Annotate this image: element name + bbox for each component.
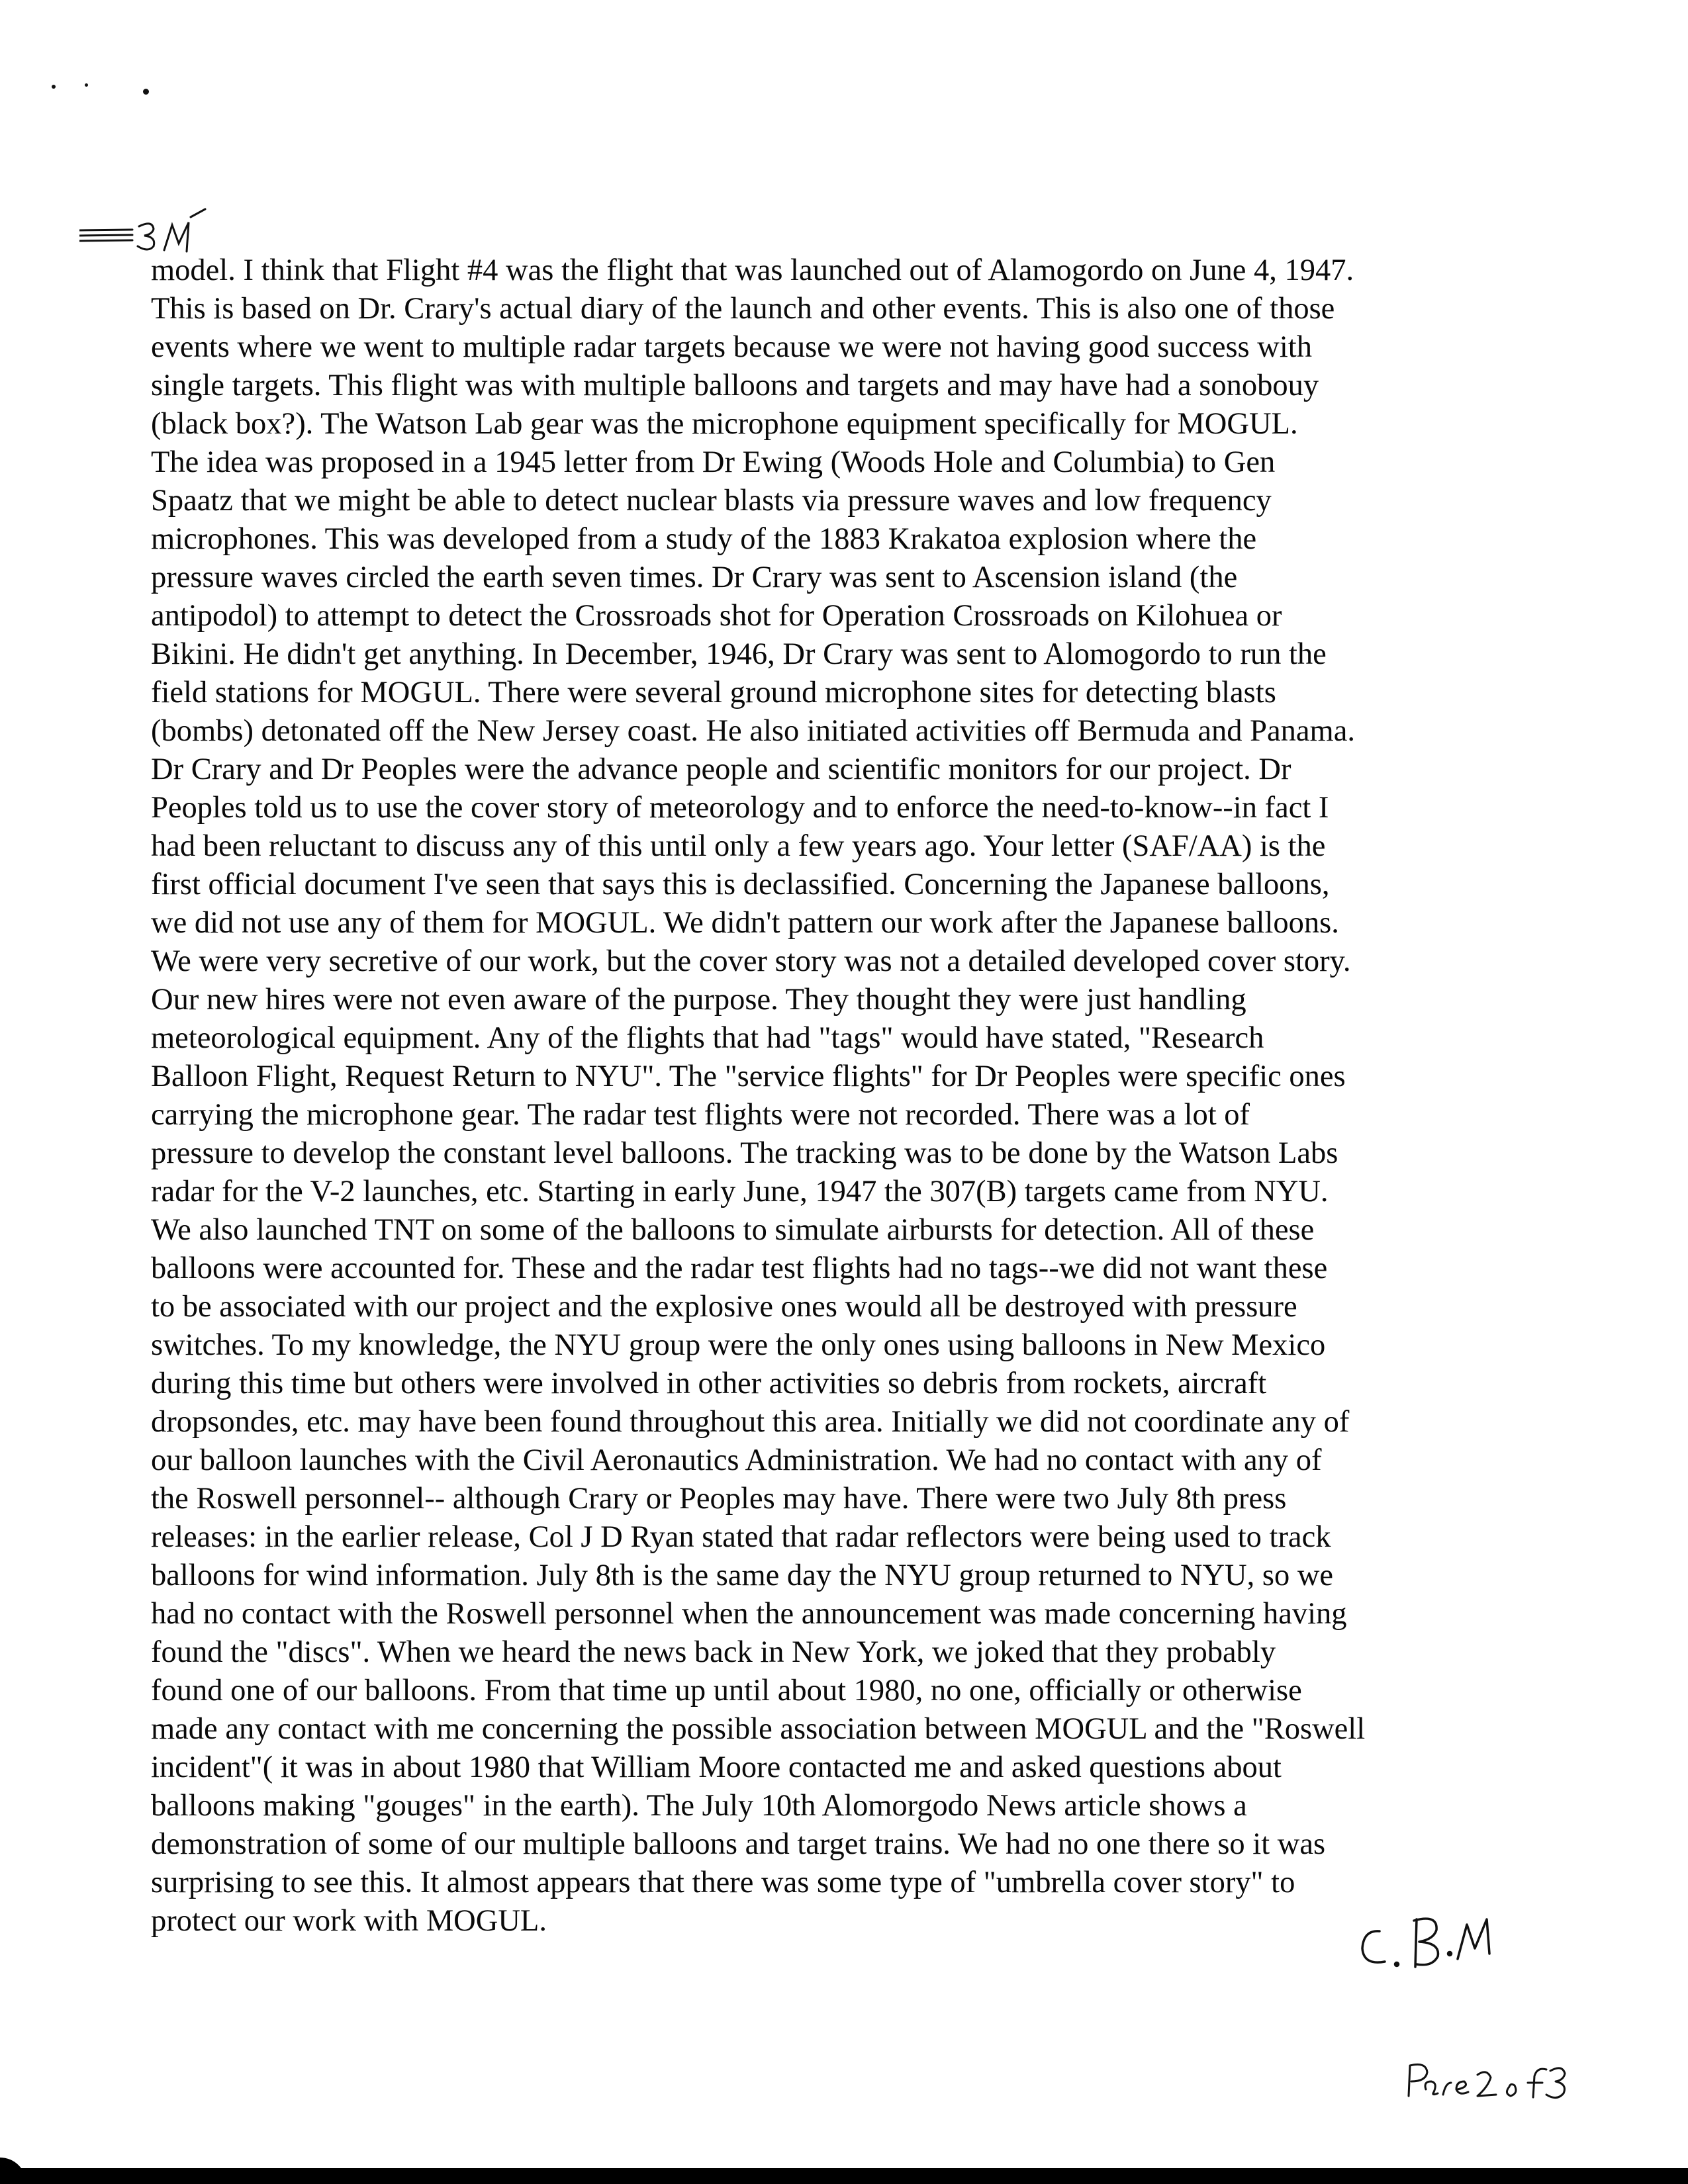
handwritten-signature [1350, 1893, 1523, 1972]
body-line: switches. To my knowledge, the NYU group were the only ones using balloons in New Mexico [151, 1328, 1326, 1362]
scan-speck [85, 83, 88, 87]
body-line: single targets. This flight was with multiple balloons and targets and may have had a sonobouy [151, 369, 1319, 402]
body-line: during this time but others were involved in other activities so debris from rockets, aircraft [151, 1367, 1267, 1400]
body-line: pressure to develop the constant level balloons. The tracking was to be done by the Watson Labs [151, 1136, 1338, 1170]
body-line: antipodol) to attempt to detect the Crossroads shot for Operation Crossroads on Kilohuea or [151, 599, 1282, 633]
body-line: to be associated with our project and the explosive ones would all be destroyed with pressure [151, 1290, 1297, 1324]
letter-body [151, 251, 1488, 1940]
handwritten-page-number [1403, 2055, 1575, 2108]
body-line: Spaatz that we might be able to detect nuclear blasts via pressure waves and low frequency [151, 484, 1272, 518]
body-line: balloons making "gouges" in the earth). The July 10th Alomorgodo News article shows a [151, 1789, 1247, 1823]
body-line: carrying the microphone gear. The radar test flights were not recorded. There was a lot of [151, 1098, 1250, 1132]
body-line: Our new hires were not even aware of the purpose. They thought they were just handling [151, 983, 1246, 1017]
body-line: radar for the V-2 launches, etc. Starting in early June, 1947 the 307(B) targets came from NYU. [151, 1175, 1329, 1208]
body-line: balloons for wind information. July 8th is the same day the NYU group returned to NYU, so we [151, 1559, 1334, 1592]
body-line: surprising to see this. It almost appears that there was some type of "umbrella cover story" to [151, 1866, 1295, 1899]
body-line: had been reluctant to discuss any of this until only a few years ago. Your letter (SAF/AA) is the [151, 829, 1326, 863]
body-line: our balloon launches with the Civil Aeronautics Administration. We had no contact with any of [151, 1443, 1322, 1477]
body-line: pressure waves circled the earth seven times. Dr Crary was sent to Ascension island (the [151, 561, 1238, 594]
scan-edge [0, 2168, 1688, 2184]
body-line: had no contact with the Roswell personnel when the announcement was made concerning having [151, 1597, 1347, 1631]
body-line: demonstration of some of our multiple balloons and target trains. We had no one there so it was [151, 1827, 1326, 1861]
scan-speck [52, 85, 56, 89]
body-line: events where we went to multiple radar targets because we were not having good success with [151, 330, 1312, 364]
body-line: Balloon Flight, Request Return to NYU". The "service flights" for Dr Peoples were specific ones [151, 1060, 1346, 1093]
body-line: The idea was proposed in a 1945 letter from Dr Ewing (Woods Hole and Columbia) to Gen [151, 445, 1276, 479]
body-line: microphones. This was developed from a study of the 1883 Krakatoa explosion where the [151, 522, 1257, 556]
scan-edge-corner [0, 2158, 26, 2184]
body-line: field stations for MOGUL. There were several ground microphone sites for detecting blasts [151, 676, 1276, 709]
body-line: This is based on Dr. Crary's actual diary of the launch and other events. This is also one of those [151, 292, 1335, 326]
body-line: made any contact with me concerning the possible association between MOGUL and the "Roswell [151, 1712, 1366, 1746]
body-line: protect our work with MOGUL. [151, 1904, 547, 1938]
body-line: (black box?). The Watson Lab gear was the microphone equipment specifically for MOGUL. [151, 407, 1298, 441]
body-line: we did not use any of them for MOGUL. We didn't pattern our work after the Japanese balloons. [151, 906, 1339, 940]
body-line: releases: in the earlier release, Col J D Ryan stated that radar reflectors were being used to track [151, 1520, 1331, 1554]
body-line: We also launched TNT on some of the balloons to simulate airbursts for detection. All of these [151, 1213, 1315, 1247]
body-line: the Roswell personnel-- although Crary or Peoples may have. There were two July 8th press [151, 1482, 1287, 1516]
body-line: Peoples told us to use the cover story of meteorology and to enforce the need-to-know--in fact I [151, 791, 1329, 825]
body-line: balloons were accounted for. These and the radar test flights had no tags--we did not want these [151, 1251, 1328, 1285]
body-line: first official document I've seen that says this is declassified. Concerning the Japanese balloons, [151, 868, 1330, 901]
body-line: found the "discs". When we heard the news back in New York, we joked that they probably [151, 1635, 1276, 1669]
body-line: incident"( it was in about 1980 that William Moore contacted me and asked questions about [151, 1751, 1282, 1784]
body-line: Bikini. He didn't get anything. In December, 1946, Dr Crary was sent to Alomogordo to run the [151, 637, 1327, 671]
body-line: We were very secretive of our work, but the cover story was not a detailed developed cover story. [151, 944, 1351, 978]
body-line: Dr Crary and Dr Peoples were the advance people and scientific monitors for our project. Dr [151, 752, 1291, 786]
scan-speck [143, 89, 149, 95]
body-line: found one of our balloons. From that time up until about 1980, no one, officially or otherwise [151, 1674, 1302, 1707]
body-line: dropsondes, etc. may have been found throughout this area. Initially we did not coordinate any of [151, 1405, 1350, 1439]
body-line: meteorological equipment. Any of the flights that had "tags" would have stated, "Research [151, 1021, 1264, 1055]
body-line: model. I think that Flight #4 was the flight that was launched out of Alamogordo on June 4, 1947. [151, 253, 1354, 287]
body-line: (bombs) detonated off the New Jersey coast. He also initiated activities off Bermuda and Panama. [151, 714, 1355, 748]
